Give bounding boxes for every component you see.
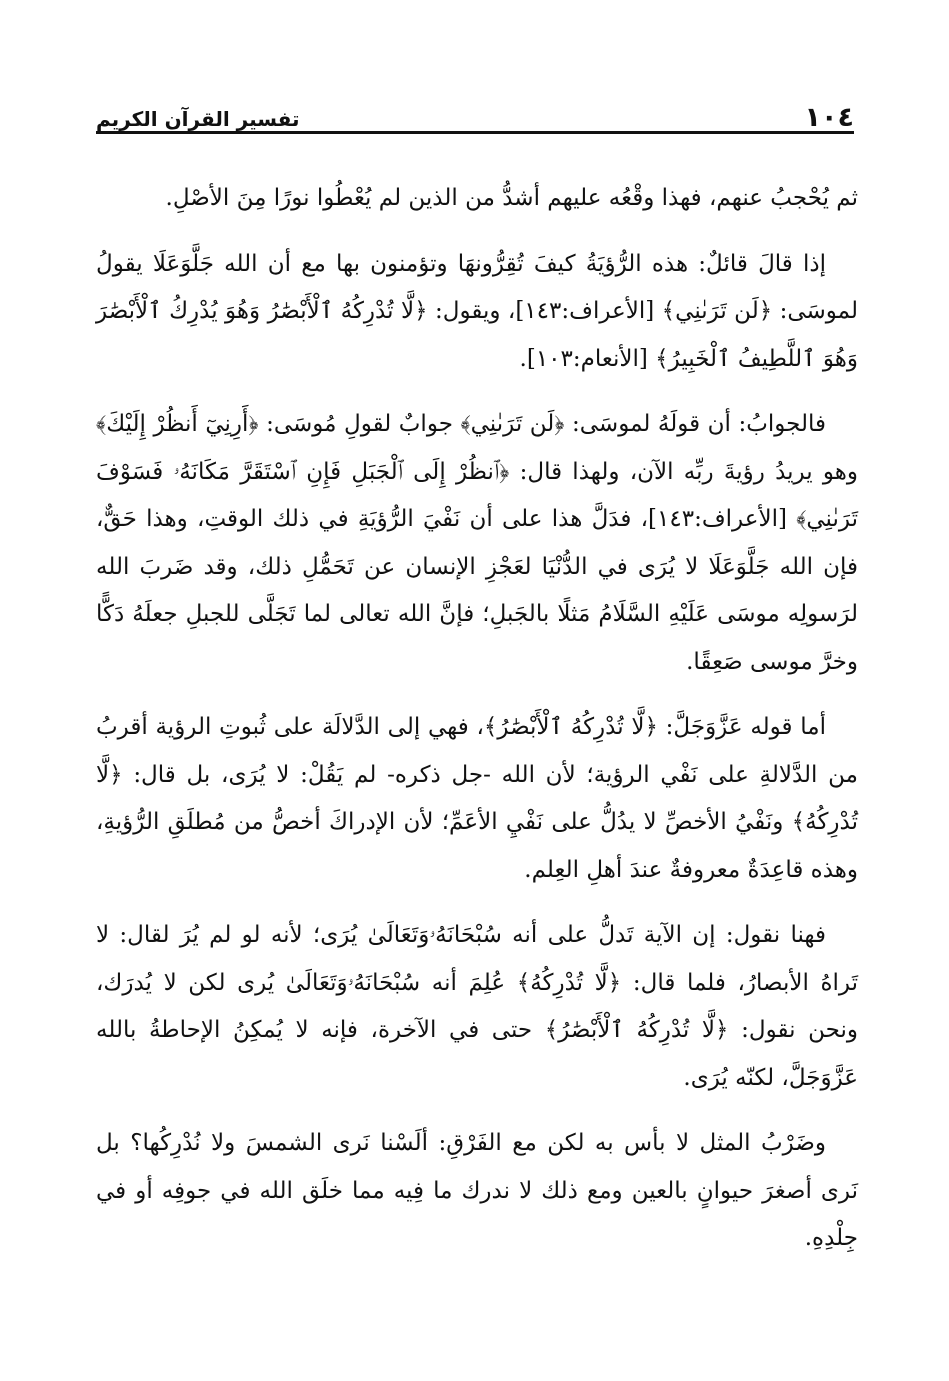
paragraph: فالجوابُ: أن قولَهُ لموسَى: ﴿لَن تَرَىٰنِي﴾ جوابٌ لقولِ مُوسَى: ﴿أَرِنِيٓ أَنظُرْ إِلَيْكَ﴾ وهو يريدُ رؤيةَ ربِّه الآن، ولهذا قال: ﴿ٱنظُرْ إِلَى ٱلْجَبَلِ فَإِنِ ٱسْتَقَرَّ مَكَانَهُۥ فَسَوْفَ تَرَىٰنِي﴾ [الأعراف:١٤٣]، فدَلَّ هذا على أن نَفْيَ الرُّؤيَةِ في ذلك الوقتِ، وهذا حَقٌّ، فإن الله جَلَّوَعَلَا لا يُرَى في الدُّنْيَا لعَجْزِ الإنسان عن تَحَمُّلِ ذلك، وقد ضَربَ الله لرَسولِه موسَى عَلَيْهِ السَّلَامُ مَثلًا بالجَبلِ؛ فإنَّ الله تعالى لما تَجَلَّى للجبلِ جعلَهُ دَكًّا وخرَّ موسى صَعِقًا. [96,411,858,675]
running-title: تفسير القرآن الكريم [96,107,300,131]
paragraph: أما قوله عَزَّوَجَلَّ: ﴿لَّا تُدْرِكُهُ ٱلْأَبْصَٰرُ﴾، فهي إلى الدَّلالَة على ثُبوتِ الرؤية أقربُ من الدَّلالةِ على نَفْي الرؤية؛ لأن الله -جل ذكره- لم يَقُلْ: لا يُرَى، بل قال: ﴿لَّا تُدْرِكُهُ﴾ ونَفْيُ الأخصِّ لا يدُلُّ على نَفْيِ الأعَمِّ؛ لأن الإدراكَ أخصُّ من مُطلَقِ الرُّؤيةِ، وهذه قاعِدَةٌ معروفةٌ عندَ أهلِ العِلم. [96,714,858,883]
paragraph: وضَرْبُ المثل لا بأس به لكن مع الفَرْقِ: ألَسْنا نَرى الشمسَ ولا نُدْرِكُها؟ بل نَرى أصغرَ حيوانٍ بالعين ومع ذلك لا ندرك ما فِيه مما خلَق الله في جوفِه أو في جِلْدِهِ. [96,1130,858,1251]
body-text [96,175,858,1281]
page-number: ١٠٤ [804,102,854,133]
page-header [96,95,854,133]
paragraph: فهنا نقول: إن الآية تَدلُّ على أنه سُبْحَانَهُۥوَتَعَالَىٰ يُرَى؛ لأنه لو لم يُرَ لقال: لا تَراهُ الأبصارُ، فلما قال: ﴿لَّا تُدْرِكُهُ﴾ عُلِمَ أنه سُبْحَانَهُۥوَتَعَالَىٰ يُرى لكن لا يُدرَك، ونحن نقول: ﴿لَّا تُدْرِكُهُ ٱلْأَبْصَٰرُ﴾ حتى في الآخرة، فإنه لا يُمكِنُ الإحاطةُ بالله عَزَّوَجَلَّ، لكنّه يُرَى. [96,922,858,1091]
paragraph: ثم يُحْجبُ عنهم، فهذا وقْعُه عليهم أشدُّ من الذين لم يُعْطُوا نورًا مِنَ الأصْلِ. [165,185,858,211]
paragraph: إذا قالَ قائلٌ: هذه الرُّؤيَةُ كيفَ تُقِرُّونهَا وتؤمنون بها مع أن الله جَلَّوَعَلَا يقولُ لموسَى: ﴿لَن تَرَىٰنِي﴾ [الأعراف:١٤٣]، ويقول: ﴿لَّا تُدْرِكُهُ ٱلْأَبْصَٰرُ وَهُوَ يُدْرِكُ ٱلْأَبْصَٰرَ وَهُوَ ٱللَّطِيفُ ٱلْخَبِيرُ﴾ [الأنعام:١٠٣]. [96,250,858,372]
header-divider [96,131,854,134]
